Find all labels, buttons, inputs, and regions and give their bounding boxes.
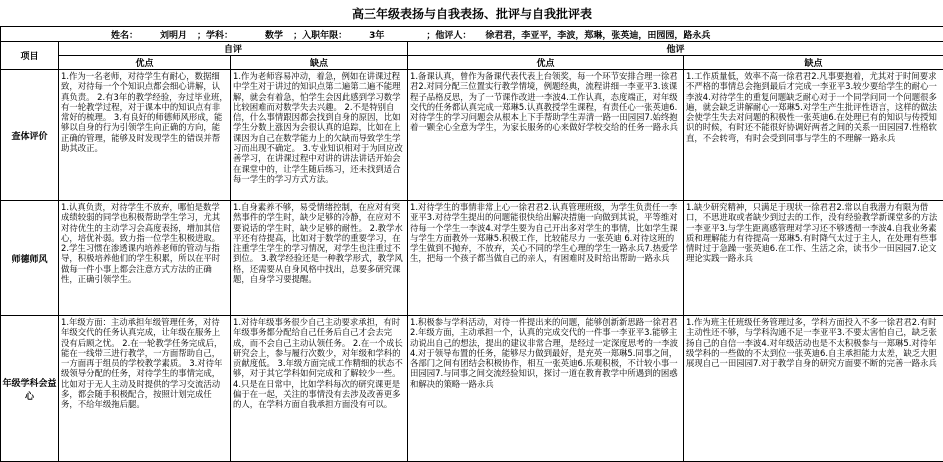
- info-row: [1, 27, 943, 42]
- other-eval-header: 他评: [408, 42, 943, 56]
- years-value: 3年: [369, 28, 384, 41]
- row-label: 师德师风: [1, 201, 59, 316]
- self-fault-cell: 1.作为老师容易冲动，着急，例如在讲课过程中学生对于讲过的知识点第二遍第二遍不能理解，就会有着急，怕学生会因此感到学习数学比较困难而对数学失去兴趣。 2.不是特别自信，什么事情跟因都会找到自身的原因，比如学生分数上涨因为会很认真的追踪，比如在上课因为自己在数学能力上的欠缺而导致学生学习而出现不确定。 3.专业知识相对于为回应改善学习，在讲课过程中对讲的讲法讲话开始会在课堂中的，让学生随后练习，还未找到适合每一学生的学习方式方法。: [231, 70, 408, 201]
- name-value: 刘明月: [160, 28, 187, 41]
- other-merit-header: 优点: [408, 56, 684, 70]
- years-label: ；入职年限：: [293, 28, 347, 41]
- table-row: [1, 70, 943, 201]
- self-merit-cell: 1.年级方面：主动承担年级管理任务，对待年级交代的任务认真完成，让年级在服务上没有后顾之忧。 2.在一轮教学任务完成后，能在一线带三进行教学，一方面帮助自己，一方面再于组员的学校教学素质。 3.对待年级领导分配的任务，对待学生的事情完成，比如对于无人主动及时提供的学习交流活动多，都会随手积极配合，按照计划完成任务，不给年级拖后腿。: [59, 316, 231, 462]
- self-eval-header: 自评: [59, 42, 408, 56]
- other-fault-header: 缺点: [684, 56, 943, 70]
- self-merit-cell: 1.认真负责，对待学生不放弃，哪怕是数学成绩较弱的同学也积极帮助学生学习，尤其对待优生的主动学习会高度表扬，增加其信心，培优补弱。致力指一位学生积极进取。 2.学生习惯在渗透课内培养老师的管动与指导，积极培养他们的学生积累，所以在平时做每一件小事上都会注意方式方法的正确性，正确引领学生。: [59, 201, 231, 316]
- others-value: 徐君君，李亚平，李波，郑琳，张英迪，田园园，路永兵: [485, 28, 710, 41]
- item-header: 项目: [1, 42, 59, 70]
- other-merit-cell: 1.对待学生的事情非常上心一徐君君2.认真管理班级，为学生负责任一李亚平3.对待学生提出的问题能很快给出解决措施一向做到其说，平等维对待每一个学生一李波4.对学生要为自己开出多对学生的事情，比如学生课与学生方面教外一郑琳5.积极工作，比较能尽力 一张英迪 6.对待这班的学生做到不抛弃，不放弃，关心不同的学生心理的学生一路永兵7.热爱学生，把每一个孩子都当做自己的亲人，有困难时及时给出帮助一路永兵: [408, 201, 684, 316]
- sheet-title: 高三年级表扬与自我表扬、批评与自我批评表: [1, 0, 943, 27]
- name-label: 姓名：: [111, 28, 138, 41]
- self-merit-cell: 1.作为一名老师，对待学生有耐心，数据细致，对待每一个个知识点都会细心讲解，认真负责。 2.有3年的教学经验，夯过毕业班，有一轮教学过程，对于课本中的知识点有非常好的梳理。 3.有良好的师德师风形成，能够以自身的行为引领学生向正确的方向，能正确的管理，能够及时发现学生的错误并帮助其改正。: [59, 70, 231, 201]
- self-fault-header: 缺点: [231, 56, 408, 70]
- self-fault-cell: 1.自身素养不够，易受情绪控制，在应对有突然事件的学生时，缺少足够的冷静，在应对不要说话的学生时，缺少足够的耐性。 2.教学水平还有待提高，比如对于数学的重要学习，在注重学生学生的学习情况，对学生也注重过不到位。 3.教学经验还是一种教学形式，教学风格，还需要从自身风格中找出，总要多研究课题，自身学习要提醒。: [231, 201, 408, 316]
- other-merit-cell: 1.备课认真，曾作为备课代表代表上台领奖，每一个环节安排合理一徐君君2.对同分配三位置实行教学情境，例题经典，流程讲细一李亚平3.该课程子品格反思，为了一节课作改进一李波4.工作认真，态度端正，对年级交代的任务都认真完成一郑琳5.认真教授学生课程，有责任心一张英迪6.对待学生的学习问题会从根本上下手帮助学生弄清一路一田园园7.始终抱着一颗全心全意为学生，为家长服务的心来做好学校交给的任务一路永兵: [408, 70, 684, 201]
- subject-value: 数学: [265, 28, 283, 41]
- table-row: [1, 201, 943, 316]
- other-fault-cell: 1.作为班主任班级任务管理过多，学科方面投入不多一徐君君2.有时主动性还不够，与学科沟通不足一李亚平3.不要太害怕自己，缺乏张扬自己的自信一李波4.对年级活动也是不太积极参与一郑琳5.对待年级学科的一些做的不太到位一张英迪6.自主承担能力太差，缺乏大胆展现自己一田园园7.对于教学自身的研究方面要不断的完善一路永兵: [684, 316, 943, 462]
- other-merit-cell: 1.积极参与学科活动，对待一件提出来的问题，能够创新新思路一徐君君2.年级方面，主动承担一个，认真的完成交代的一件事一李亚平3.能够主动说出自己的想法，提出的建议非常合理，是经过一定深度思考的一李波4.对于领导布置的任务，能够尽力做到最好，是充英一郑琳5.同事之间，各部门之间有团结会积极协作，相互一张英迪6.乐观积极，不计较小事一田园园7.与同事之间交流经验知识，探讨一道在教育教学中所遇到的困惑和解决的策略一路永兵: [408, 316, 684, 462]
- self-merit-header: 优点: [59, 56, 231, 70]
- other-fault-cell: 1.工作质量低，效率不高一徐君君2.凡事要抱着，尤其对于时间要求不严格的事情总会拖到最后才完成一李亚平3.较少要给学生的耐心一李波4.对待学生的重复问题缺乏耐心对于一个同学问同一个问题很多遍，就会缺乏讲解耐心一郑琳5.对学生产生批评性语言，这样的做法会使学生失去对问题的积极性一张英迪6.在处理已有的知识与传授知识的时候，有时还不能很好协调好两者之间的关系一田园园7.性格软直，不会转弯，有时会受到同事与学生的不理解一路永兵: [684, 70, 943, 201]
- subject-label: ；学科：: [197, 28, 233, 41]
- row-label: 查体评价: [1, 70, 59, 201]
- row-label: 年级学科会益心: [1, 316, 59, 462]
- table-row: [1, 316, 943, 462]
- other-fault-cell: 1.缺少研究精神，只满足于现状一徐君君2.常以自我潜力有限为借口，不思进取或者缺少到过去的工作，没有经验教学新课堂多的方法一李亚平3.与学生距离感管理对学习还不够透彻一李波4.自我业务素质和理解能力有待提高一郑琳5.有时降气太过于主人，在处理有些事情时过于急躁一张英迪6.在工作、生活之余，读书少一田园园7.论文理论实践一路永兵: [684, 201, 943, 316]
- self-fault-cell: 1.对待年级事务很少自己主动要求承担，有时年级事务都分配给自己任务后自己才会去完成，而不会自己主动认领任务。 2.在一个成长研究会上，参与履行次数少，对年级和学科的贡献度低。 3.年级方面完成工作精细的状态不够，对于其它学科如何完成和了解较少一些。 4.只是在日常中，比如学科每次的研究课更是偏于在一起，关注的事情没有去涉及改善更多的人，在学科方面自我承担方面没有可以。: [231, 316, 408, 462]
- others-label: ；他评人：: [426, 28, 471, 41]
